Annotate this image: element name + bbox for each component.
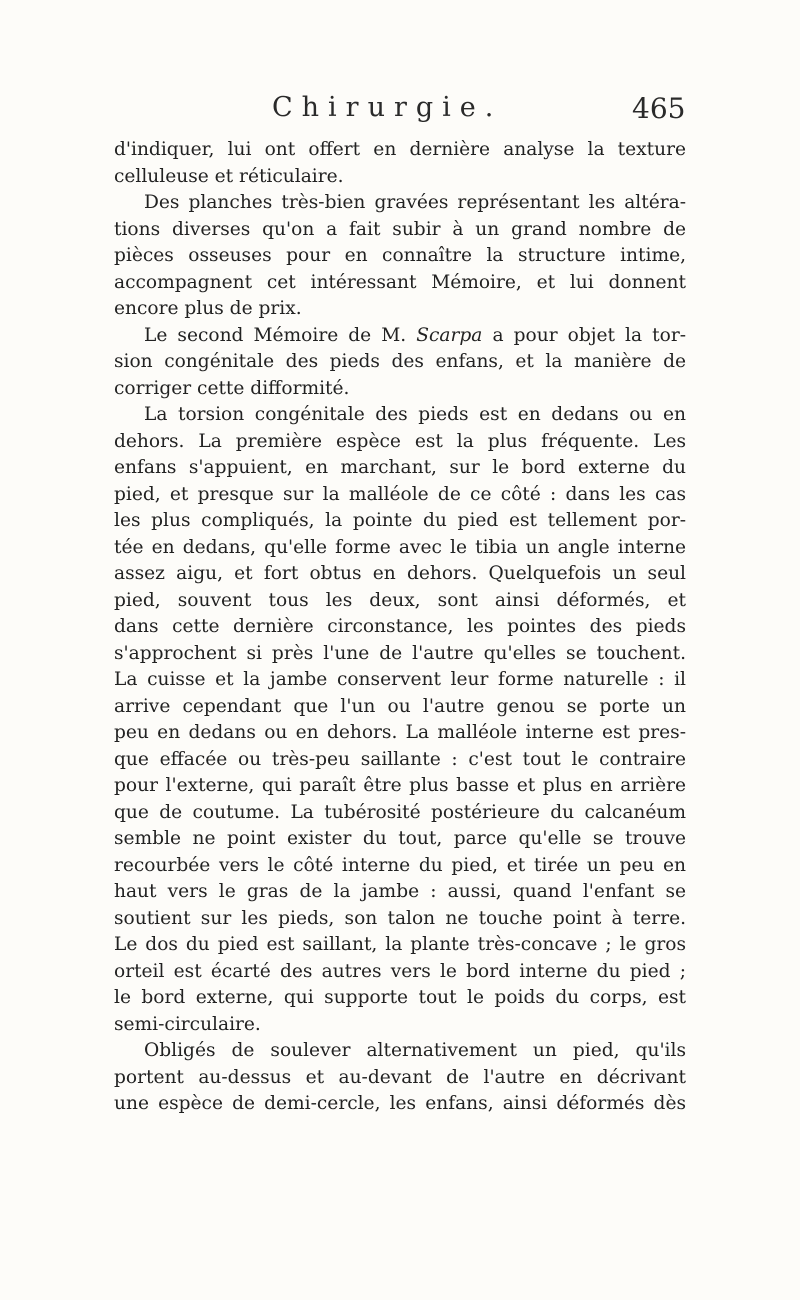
text-line: Obligés de soulever alternativement un pied, qu'ils (144, 1040, 686, 1061)
text-line: corriger cette difformité. (114, 377, 350, 399)
text-line: dans cette dernière circonstance, les pointes des pieds (114, 616, 686, 637)
text-line: arrive cependant que l'un ou l'autre genou se porte un (114, 695, 686, 717)
text-line: s'approchent si près l'une de l'autre qu'elles se touchent. (114, 642, 686, 664)
page-number: 465 (632, 92, 686, 125)
body-text (114, 137, 686, 1118)
text-line: une espèce de demi-cercle, les enfans, ainsi déformés dès (114, 1093, 686, 1114)
text-line: accompagnent cet intéressant Mémoire, et lui donnent (114, 271, 686, 293)
text-line: sion congénitale des pieds des enfans, et la manière de (114, 351, 686, 372)
paragraph (114, 1038, 686, 1118)
text-line: pied, et presque sur la malléole de ce côté : dans les cas (114, 483, 686, 505)
text-line: pied, souvent tous les deux, sont ainsi déformés, et (114, 589, 686, 611)
text-line: que de coutume. La tubérosité postérieure du calcanéum (114, 801, 686, 823)
text-line: assez aigu, et fort obtus en dehors. Quelquefois un seul (114, 563, 686, 584)
text-line: semble ne point exister du tout, parce qu'elle se trouve (114, 828, 686, 849)
text-segment: Le second Mémoire de M. (144, 324, 407, 346)
text-line: celluleuse et réticulaire. (114, 165, 344, 187)
text-line: Des planches très-bien gravées représentant les altéra- (144, 192, 686, 213)
text-segment: a pour objet la tor- (492, 324, 686, 346)
author-name-italic: Scarpa (416, 324, 483, 346)
text-line: La cuisse et la jambe conservent leur forme naturelle : il (114, 669, 686, 690)
running-head: Chirurgie. (272, 92, 503, 123)
text-line: les plus compliqués, la pointe du pied est tellement por- (114, 510, 686, 531)
text-line: peu en dedans ou en dehors. La malléole interne est pres- (114, 722, 686, 743)
text-line: tions diverses qu'on a fait subir à un grand nombre de (114, 218, 686, 240)
paragraph (114, 402, 686, 1038)
page-header (0, 92, 800, 132)
paragraph (114, 190, 686, 323)
text-line: Le dos du pied est saillant, la plante très-concave ; le gros (114, 934, 686, 955)
text-line: d'indiquer, lui ont offert en dernière analyse la texture (114, 139, 686, 160)
text-line: haut vers le gras de la jambe : aussi, quand l'enfant se (114, 881, 686, 902)
text-line: tée en dedans, qu'elle forme avec le tibia un angle interne (114, 536, 686, 558)
text-line: soutient sur les pieds, son talon ne touche point à terre. (114, 907, 686, 929)
paragraph (114, 137, 686, 190)
text-line: pièces osseuses pour en connaître la structure intime, (114, 245, 686, 266)
text-line: La torsion congénitale des pieds est en dedans ou en (144, 404, 686, 425)
text-line: dehors. La première espèce est la plus fréquente. Les (114, 430, 686, 452)
text-line: semi-circulaire. (114, 1013, 261, 1035)
text-line: le bord externe, qui supporte tout le poids du corps, est (114, 987, 686, 1008)
text-line (114, 323, 686, 350)
text-line: orteil est écarté des autres vers le bord interne du pied ; (114, 960, 686, 982)
text-line: encore plus de prix. (114, 298, 302, 319)
paragraph (114, 323, 686, 403)
text-line: pour l'externe, qui paraît être plus basse et plus en arrière (114, 775, 686, 796)
text-line: recourbée vers le côté interne du pied, et tirée un peu en (114, 854, 686, 876)
text-line: enfans s'appuient, en marchant, sur le bord externe du (114, 457, 686, 478)
text-line: que effacée ou très-peu saillante : c'est tout le contraire (114, 748, 686, 770)
text-line: portent au-dessus et au-devant de l'autre en décrivant (114, 1066, 686, 1088)
